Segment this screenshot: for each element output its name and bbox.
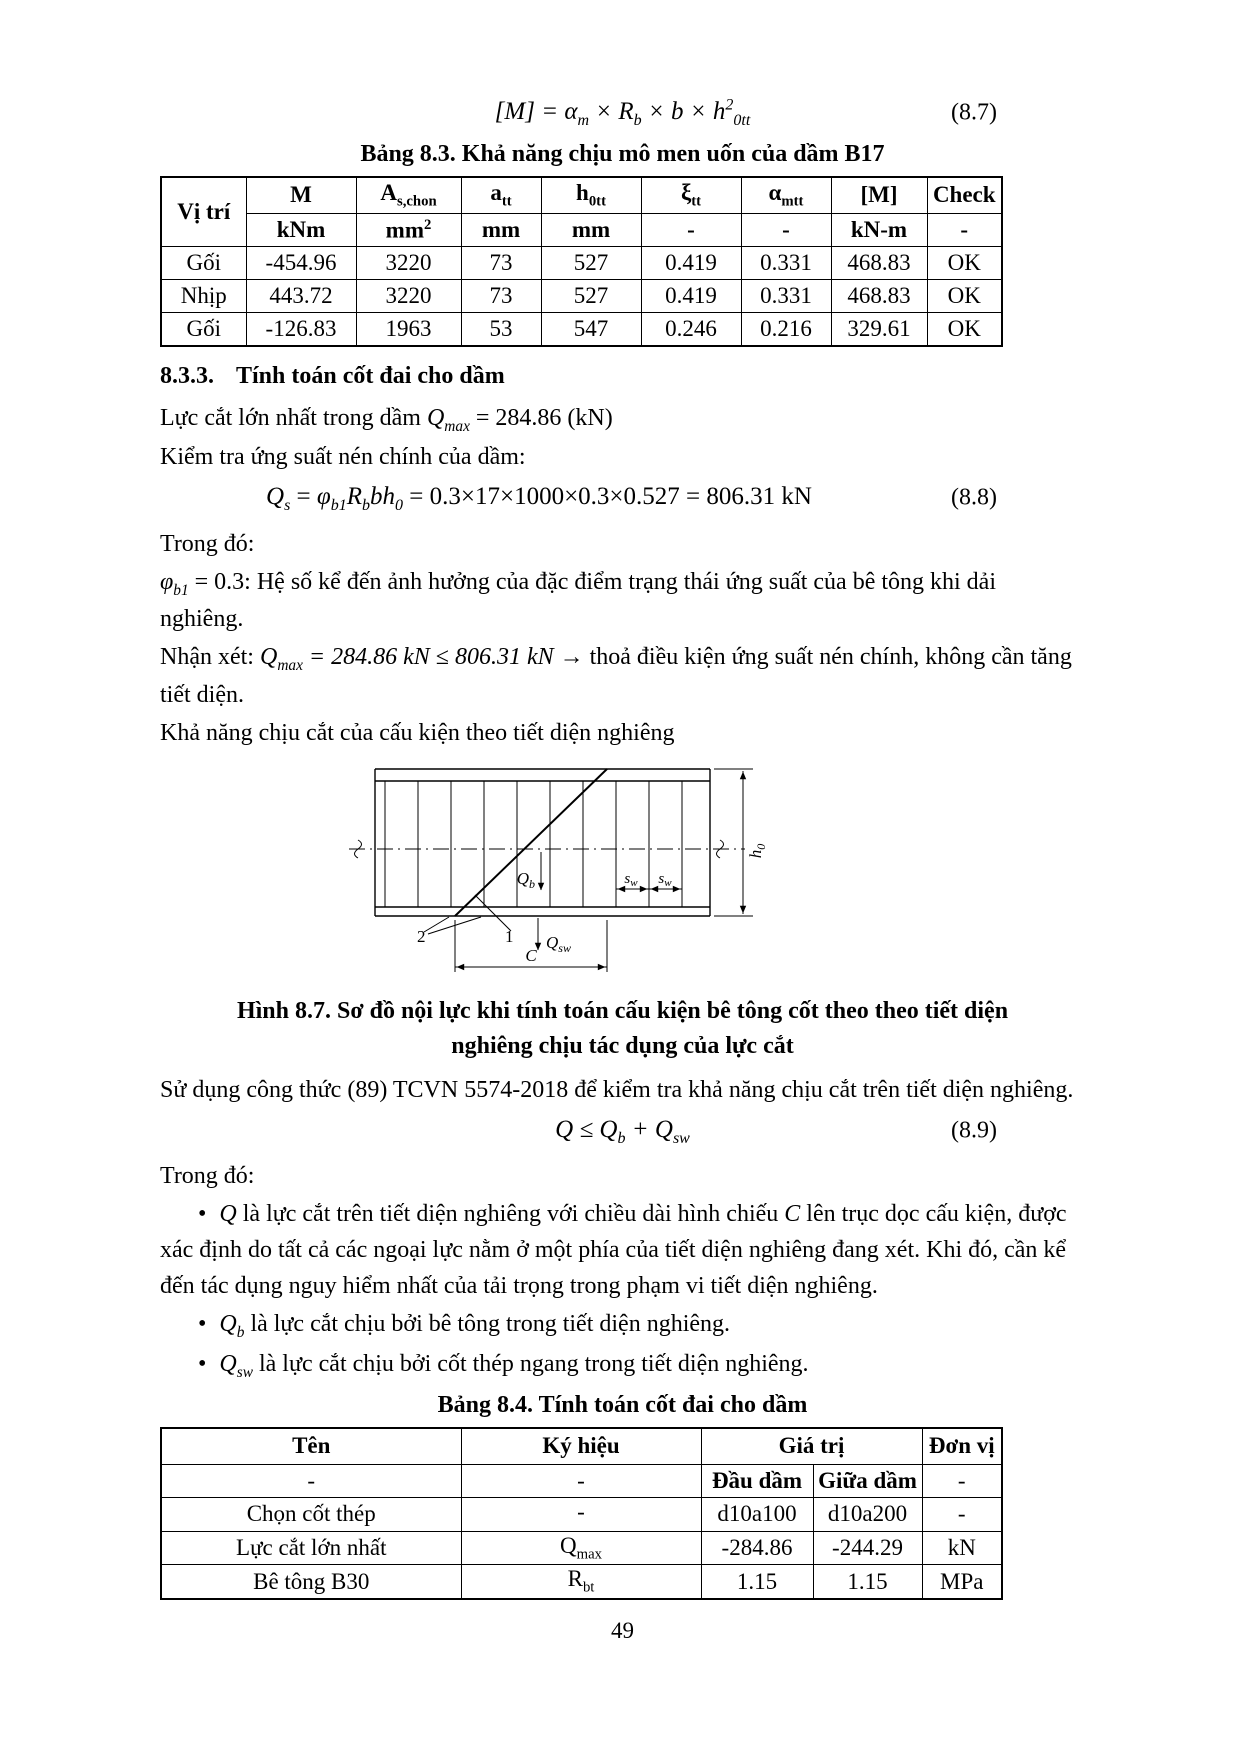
- table-8-4-title: Bảng 8.4. Tính toán cốt đai cho dầm: [437, 1391, 808, 1418]
- equation-number-8-9: (8.9): [951, 1117, 997, 1144]
- table-cell: d10a200: [813, 1498, 922, 1532]
- table-8-3-header-row: [161, 177, 1002, 214]
- table-cell: 0.216: [741, 313, 831, 346]
- table-8-4-subheader-row: [161, 1465, 1002, 1498]
- table-cell: d10a100: [701, 1498, 813, 1532]
- table-cell: 0.419: [641, 247, 741, 280]
- subheader-dau-dam: Đầu dầm: [701, 1465, 813, 1498]
- table-cell: 1963: [356, 313, 461, 346]
- formula-8-9: [160, 1112, 1085, 1150]
- table-cell: -: [161, 1465, 461, 1498]
- table-cell: 73: [461, 247, 541, 280]
- table-cell: Bê tông B30: [161, 1565, 461, 1599]
- table-cell: 53: [461, 313, 541, 346]
- unit-cell: -: [927, 214, 1002, 247]
- page-number: 49: [611, 1617, 634, 1643]
- para-kha-nang: Khả năng chịu cắt của cấu kiện theo tiết diện nghiêng: [160, 720, 675, 747]
- table-cell: OK: [927, 313, 1002, 346]
- bullet-marker: •: [198, 1310, 207, 1337]
- qsw-label: $Q_{sw}$: [546, 933, 571, 956]
- table-cell: 547: [541, 313, 641, 346]
- table-cell: 329.61: [831, 313, 927, 346]
- unit-cell: $mm^2$: [356, 214, 461, 247]
- figure-8-7: [345, 759, 775, 986]
- table-cell: $R_{bt}$: [461, 1565, 701, 1599]
- table-8-3: [160, 176, 1003, 347]
- header-vi-tri: Vị trí: [161, 177, 246, 247]
- table-8-3-title: Bảng 8.3. Khả năng chịu mô men uốn của dầm B17: [360, 140, 885, 167]
- table-cell: -: [461, 1465, 701, 1498]
- table-cell: Nhịp: [161, 280, 246, 313]
- section-number: 8.3.3.: [160, 362, 214, 389]
- table-cell: 1.15: [813, 1565, 922, 1599]
- table-cell: Chọn cốt thép: [161, 1498, 461, 1532]
- header-xi-tt: $\xi_{tt}$: [641, 177, 741, 214]
- arrow-glyph: →: [559, 644, 584, 671]
- para-trong-do-1: Trong đó:: [160, 530, 255, 557]
- header-att: $a_{tt}$: [461, 177, 541, 214]
- table-cell: 468.83: [831, 247, 927, 280]
- header-gia-tri: Giá trị: [701, 1428, 922, 1465]
- unit-cell: kN-m: [831, 214, 927, 247]
- header-ky-hieu: Ký hiệu: [461, 1428, 701, 1465]
- table-row: [161, 1531, 1002, 1565]
- table-cell: 73: [461, 280, 541, 313]
- qb-label: $Q_b$: [516, 869, 535, 892]
- figure-8-7-caption: Hình 8.7. Sơ đồ nội lực khi tính toán cấu kiện bê tông cốt theo theo tiết diện nghiêng chịu tác dụng của lực cắt: [236, 998, 1009, 1059]
- table-row: [161, 313, 1002, 346]
- stirrup-callout-label: 2: [417, 927, 426, 947]
- para-trong-do-2: Trong đó:: [160, 1162, 255, 1189]
- header-check: Check: [927, 177, 1002, 214]
- table-cell: 527: [541, 247, 641, 280]
- sw-label-2: $s_w$: [658, 871, 672, 890]
- table-8-3-units-row: [161, 214, 1002, 247]
- equation-number-8-8: (8.8): [951, 485, 997, 512]
- table-cell: OK: [927, 280, 1002, 313]
- para-nhan-xet: Nhận xét: $Q_{max} = 284.86$ kN ≤ 806.31 kN → thoả điều kiện ứng suất nén chính, không cần tăng tiết diện.: [160, 644, 1072, 709]
- header-as-chon: $A_{s,chon}$: [356, 177, 461, 214]
- inclined-crack-line: [455, 769, 607, 916]
- table-cell: 468.83: [831, 280, 927, 313]
- table-cell: -: [922, 1498, 1002, 1532]
- table-cell: -: [461, 1498, 701, 1532]
- section-title: Tính toán cốt đai cho dầm: [236, 362, 505, 389]
- table-cell: -244.29: [813, 1531, 922, 1565]
- beam-shear-diagram: [345, 759, 775, 981]
- table-row: [161, 280, 1002, 313]
- sw-label-1: $s_w$: [624, 871, 638, 890]
- bullet-q: • Q là lực cắt trên tiết diện nghiêng với chiều dài hình chiếu C lên trục dọc cấu kiện, được xác định do tất cả các ngoại lực nằm ở một phía của tiết diện nghiêng đang xét. Khi đó, cần kể đến tác dụng nguy hiểm nhất của tải trọng trong phạm vi tiết diện nghiêng.: [160, 1200, 1067, 1299]
- para-phi-b1: $\varphi_{b1} = 0.3$: Hệ số kể đến ảnh hưởng của đặc điểm trạng thái ứng suất của bê tông khi dải nghiêng.: [160, 568, 997, 633]
- equation-number-8-7: (8.7): [951, 99, 997, 126]
- table-cell: 3220: [356, 280, 461, 313]
- bullet-qb: • $Q_b$ là lực cắt chịu bởi bê tông trong tiết diện nghiêng.: [198, 1310, 731, 1341]
- header-alpha-mtt: $\alpha_{mtt}$: [741, 177, 831, 214]
- table-cell: 3220: [356, 247, 461, 280]
- table-cell: Lực cắt lớn nhất: [161, 1531, 461, 1565]
- bullet-marker: •: [198, 1350, 207, 1377]
- table-cell: 527: [541, 280, 641, 313]
- table-row: [161, 1565, 1002, 1599]
- header-don-vi: Đơn vị: [922, 1428, 1002, 1465]
- formula-8-9-body: $Q \le Q_b + Q_{sw}$: [555, 1115, 690, 1147]
- bullet-qsw: • $Q_{sw}$ là lực cắt chịu bởi cốt thép ngang trong tiết diện nghiêng.: [198, 1350, 809, 1381]
- table-cell: 443.72: [246, 280, 356, 313]
- bullet-marker: •: [198, 1200, 207, 1227]
- h0-label: $h_0$: [746, 843, 768, 859]
- table-cell: MPa: [922, 1565, 1002, 1599]
- table-cell: 1.15: [701, 1565, 813, 1599]
- table-8-4-header-row: [161, 1428, 1002, 1465]
- header-ten: Tên: [161, 1428, 461, 1465]
- table-cell: OK: [927, 247, 1002, 280]
- table-cell: -126.83: [246, 313, 356, 346]
- unit-cell: mm: [461, 214, 541, 247]
- formula-8-7-body: $[M] = \alpha_m \times R_b \times b \times h^2_{0tt}$: [494, 97, 751, 130]
- table-cell: 0.331: [741, 280, 831, 313]
- header-m: M: [246, 177, 356, 214]
- table-cell: -: [922, 1465, 1002, 1498]
- callout-leader-lines: [424, 895, 511, 934]
- c-label: C: [525, 946, 537, 966]
- subheader-giua-dam: Giữa dầm: [813, 1465, 922, 1498]
- unit-cell: mm: [541, 214, 641, 247]
- table-cell: Gối: [161, 247, 246, 280]
- table-row: [161, 1498, 1002, 1532]
- header-m-bracket: [M]: [831, 177, 927, 214]
- table-8-4: [160, 1427, 1003, 1600]
- table-row: [161, 247, 1002, 280]
- crack-callout-label: 1: [505, 927, 514, 947]
- formula-8-7: [160, 94, 1085, 133]
- para-kiem-tra: Kiểm tra ứng suất nén chính của dầm:: [160, 444, 526, 471]
- table-cell: 0.246: [641, 313, 741, 346]
- header-h0tt: $h_{0tt}$: [541, 177, 641, 214]
- para-su-dung: Sử dụng công thức (89) TCVN 5574-2018 để kiểm tra khả năng chịu cắt trên tiết diện nghiêng.: [160, 1076, 1074, 1103]
- formula-8-8-body: $Q_s = \varphi_{b1}R_bbh_0 = 0.3\times 17\times 1000\times 0.3\times 0.527 = 806.31$ kN: [266, 483, 812, 515]
- unit-cell: -: [641, 214, 741, 247]
- h0-dimension: [714, 769, 753, 916]
- unit-cell: -: [741, 214, 831, 247]
- para-qmax: Lực cắt lớn nhất trong dầm $Q_{max} = 284.86$ (kN): [160, 404, 613, 435]
- table-cell: -454.96: [246, 247, 356, 280]
- unit-cell: kNm: [246, 214, 356, 247]
- table-cell: 0.331: [741, 247, 831, 280]
- formula-8-8: [160, 479, 1085, 517]
- table-cell: Gối: [161, 313, 246, 346]
- table-cell: $Q_{max}$: [461, 1531, 701, 1565]
- beam-outline: [375, 769, 710, 916]
- table-cell: 0.419: [641, 280, 741, 313]
- table-cell: -284.86: [701, 1531, 813, 1565]
- table-cell: kN: [922, 1531, 1002, 1565]
- section-heading-8-3-3: [160, 363, 1085, 390]
